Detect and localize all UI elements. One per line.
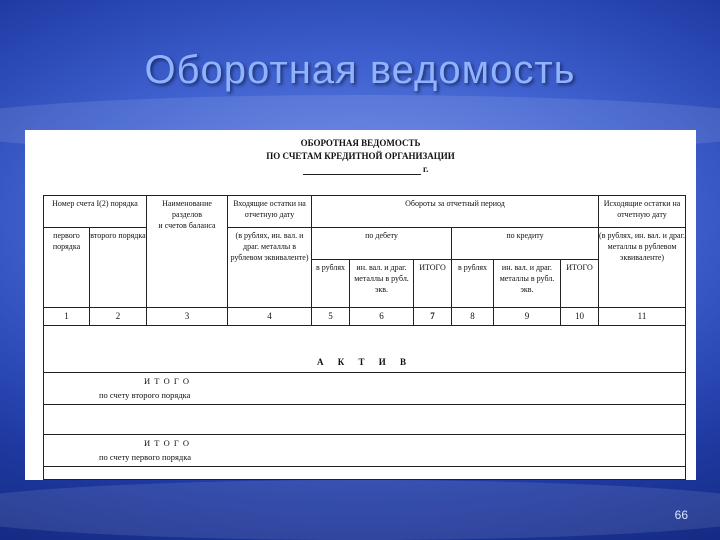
section-label-active: А К Т И В: [44, 326, 685, 373]
column-number: 5: [312, 308, 350, 326]
header-section-name: [147, 196, 228, 308]
total-row-second-order: [44, 373, 685, 405]
slide-title: Оборотная ведомость: [144, 48, 576, 92]
total-sub-label: по счету второго порядка: [99, 390, 191, 400]
column-number: 10: [561, 308, 599, 326]
total-sub-label: по счету первого порядка: [99, 452, 192, 462]
document-title-line2: ПО СЧЕТАМ КРЕДИТНОЙ ОРГАНИЗАЦИИ: [266, 151, 455, 161]
background-wave: [0, 480, 720, 540]
header-turnover: Обороты за отчетный период: [312, 196, 599, 228]
date-blank-line: [303, 164, 421, 175]
header-first-order: первого порядка: [44, 228, 90, 308]
turnover-table: [43, 195, 686, 480]
header-second-order: второго порядка: [90, 228, 147, 308]
header-foreign-credit: ин. вал. и драг. металлы в рубл. экв.: [494, 260, 561, 308]
column-number: 3: [147, 308, 228, 326]
document-scan: [25, 130, 696, 480]
column-number: 6: [350, 308, 414, 326]
total-row-first-order: [44, 435, 685, 467]
header-credit: по кредиту: [452, 228, 599, 260]
header-total-debit: ИТОГО: [414, 260, 452, 308]
total-label: И Т О Г О: [144, 438, 191, 448]
header-in-rubles-debit: в рублях: [312, 260, 350, 308]
column-number: 8: [452, 308, 494, 326]
header-total-credit: ИТОГО: [561, 260, 599, 308]
empty-row: [44, 405, 685, 435]
header-closing-units: (в рублях, ин. вал. и драг. металлы в рублевом эквиваленте): [599, 228, 685, 308]
header-account-number: Номер счета I(2) порядка: [44, 196, 147, 228]
date-suffix: г.: [423, 164, 429, 174]
document-title-line1: ОБОРОТНАЯ ВЕДОМОСТЬ: [300, 138, 421, 148]
column-number: 1: [44, 308, 90, 326]
column-number: 2: [90, 308, 147, 326]
header-opening-balance: Входящие остатки на отчетную дату: [228, 196, 312, 228]
header-foreign-debit: ин. вал. и драг. металлы в рубл. экв.: [350, 260, 414, 308]
header-in-rubles-credit: в рублях: [452, 260, 494, 308]
total-label: И Т О Г О: [144, 376, 191, 386]
column-number: 4: [228, 308, 312, 326]
header-debit: по дебету: [312, 228, 452, 260]
page-number: 66: [674, 508, 688, 522]
header-section-name-text: Наименование разделов и счетов баланса: [158, 199, 216, 230]
header-opening-units: (в рублях, ин. вал. и драг. металлы в рублевом эквиваленте): [228, 228, 312, 308]
header-closing-balance: Исходящие остатки на отчетную дату: [599, 196, 685, 228]
column-number: 9: [494, 308, 561, 326]
column-number: 11: [599, 308, 685, 326]
column-number: 7: [414, 308, 452, 326]
